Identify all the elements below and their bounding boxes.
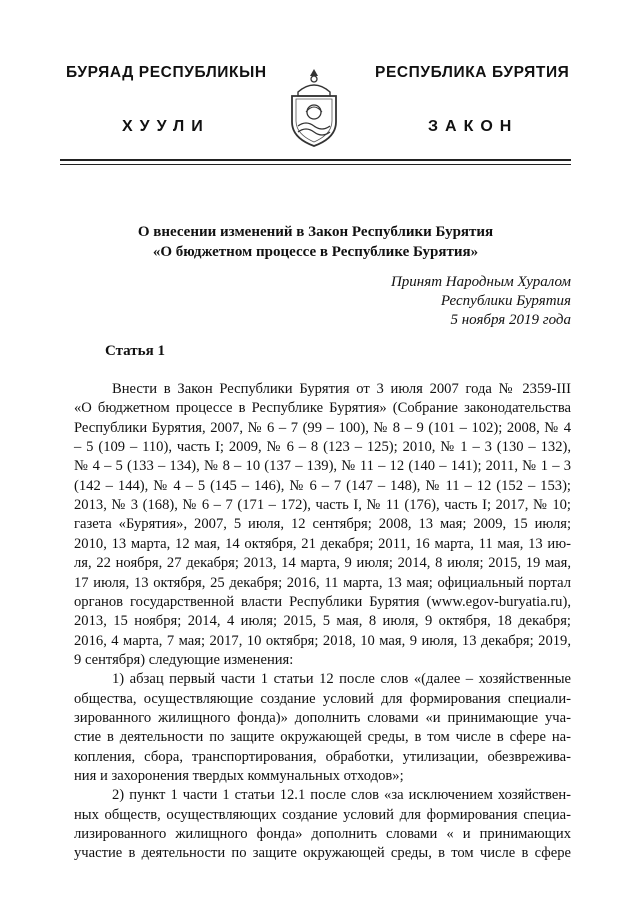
body-line: № 4 – 5 (133 – 134), № 8 – 10 (137 – 139), № 11 – 12 (140 – 141); 2011, № 1 – 3 <box>74 458 571 474</box>
body-line: зированного жилищного фонда)» дополнить словами «и принимающие уча- <box>74 710 571 726</box>
body-line: органов государственной власти Республики Бурятия (www.egov-buryatia.ru), <box>74 594 571 610</box>
law-title-line-1: О внесении изменений в Закон Республики Бурятия <box>137 224 494 240</box>
adopted-by-line-1: Принят Народным Хуралом <box>390 274 571 290</box>
body-line: 1) абзац первый части 1 статьи 12 после слов «(далее – хозяйственные <box>112 671 571 687</box>
body-line: 2) пункт 1 части 1 статьи 12.1 после слов «за исключением хозяйствен- <box>112 787 571 803</box>
coat-of-arms-icon <box>284 66 344 150</box>
body-line: ния и захоронения твердых коммунальных отходов»; <box>74 768 404 784</box>
header-divider-thin <box>60 164 571 165</box>
body-line: 17 июля, 13 октября, 25 декабря; 2016, 11 марта, 13 мая; официальный портал <box>74 575 571 591</box>
body-line: Внести в Закон Республики Бурятия от 3 июля 2007 года № 2359-III <box>112 381 571 397</box>
header-left-top: БУРЯАД РЕСПУБЛИКЫН <box>66 64 267 81</box>
body-line: копления, сбора, транспортирования, обработки, утилизации, обезврежива- <box>74 749 571 765</box>
body-line: 2016, 4 марта, 7 мая; 2017, 10 октября; 2018, 10 мая, 9 июля, 13 декабря; 2019, <box>74 633 571 649</box>
body-line: «О бюджетном процессе в Республике Бурятия» (Собрание законодательства <box>74 400 571 416</box>
body-line: 2013, № 3 (168), № 6 – 7 (171 – 172), часть I, № 11 (176), часть I; 2017, № 10; <box>74 497 571 513</box>
body-line: участие в деятельности по защите окружающей среды, в том числе в сфере <box>74 845 571 861</box>
adopted-by-line-2: Республики Бурятия <box>440 293 571 309</box>
body-line: 2010, 13 марта, 12 мая, 14 октября, 21 декабря; 2011, 16 марта, 11 мая, 13 ию- <box>74 536 571 552</box>
body-line: ля, 22 ноября, 27 декабря; 2013, 14 марта, 9 июля; 2014, 8 июля; 2015, 19 мая, <box>74 555 571 571</box>
body-line: стие в деятельности по защите окружающей среды, в том числе в сфере на- <box>74 729 571 745</box>
body-line: 9 сентября) следующие изменения: <box>74 652 294 668</box>
law-title-line-2: «О бюджетном процессе в Республике Бурятия» <box>152 244 479 260</box>
article-heading: Статья 1 <box>105 343 165 359</box>
body-line: общества, осуществляющие создание условий для формирования специали- <box>74 691 571 707</box>
adoption-date: 5 ноября 2019 года <box>450 312 571 328</box>
header-right-top: РЕСПУБЛИКА БУРЯТИЯ <box>375 64 570 81</box>
body-line: (142 – 144), № 4 – 5 (145 – 146), № 6 – 7 (147 – 148), № 11 – 12 (152 – 153); <box>74 478 571 494</box>
body-line: ных обществ, осуществляющих создание условий для формирования специа- <box>74 807 571 823</box>
body-line: Республики Бурятия, 2007, № 6 – 7 (99 – 100), № 8 – 9 (101 – 102); 2008, № 4 <box>74 420 571 436</box>
header-divider-thick <box>60 159 571 161</box>
body-line: 2013, 15 ноября; 2014, 4 июля; 2015, 5 мая, 8 июля, 9 октября, 18 декабря; <box>74 613 571 629</box>
body-line: лизированного жилищного фонда» дополнить словами « и принимающих <box>74 826 571 842</box>
header-right-bottom: ЗАКОН <box>428 118 519 135</box>
body-line: газета «Бурятия», 2007, 5 июля, 12 сентября; 2008, 13 мая; 2009, 15 июля; <box>74 516 571 532</box>
header-left-bottom: ХУУЛИ <box>122 118 210 135</box>
body-line: – 5 (109 – 110), часть I; 2009, № 6 – 8 (123 – 125); 2010, № 1 – 3 (130 – 132), <box>74 439 571 455</box>
